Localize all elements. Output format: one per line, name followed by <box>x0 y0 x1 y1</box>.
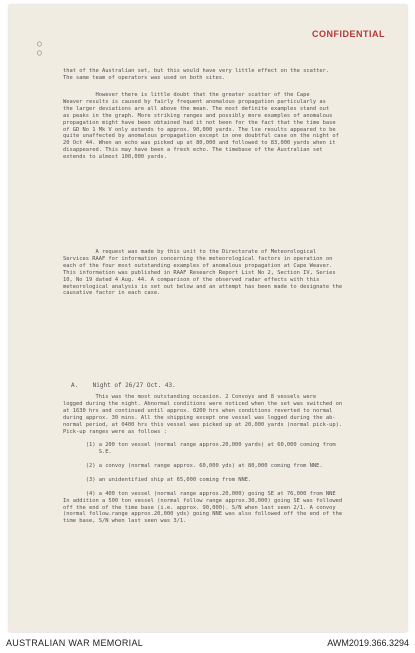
footer-accession-number: AWM2019.366.3294 <box>327 638 409 648</box>
confidential-stamp: CONFIDENTIAL <box>312 29 385 39</box>
footer-institution: AUSTRALIAN WAR MEMORIAL <box>6 638 144 648</box>
paragraph-3: A request was made by this unit to the Directorate of Meteorological Services RAAF for information concerning the meteorological factors in operation on each of the four most outstanding examples of anomalous propagation at Cape Weaver. This information was published in RAAF Research Report List No 2, Section IV, Series 10, No 19 dated 4 Aug. 44. A comparison of the observed radar effects with this meteorological analysis is set out below and an attempt has been made to designate the causative factor in each case. <box>63 249 343 297</box>
archive-footer <box>0 633 415 653</box>
paragraph-1: that of the Australian set, but this would have very little effect on the scatter. The same team of operators was used on both sites. <box>63 68 330 81</box>
punch-holes: ○ ○ <box>37 39 42 57</box>
document-page <box>9 5 407 632</box>
section-heading: A. Night of 26/27 Oct. 43. <box>71 382 176 389</box>
paragraph-2: However there is little doubt that the greater scatter of the Cape Weaver results is caused by fairly frequent anomalous propagation particularly as the larger deviations are all above the mean. The most definite examples stand out as peaks in the graph. More striking ranges and possibly more examples of anomalous propagation might have been obtained had it not been for the fact that the time base of GD No 1 Mk V only extends to approx. 90,000 yards. The lxe results appeared to be quite unaffected by anomalous propagation except in one doubtful case on the night of 20 Oct 44. When an echo was picked up at 80,000 and followed to 83,000 yards when it disappeared. This may have been a fresh echo. The timebase of the Australian set extends to almost 100,000 yards. <box>63 92 339 161</box>
paragraph-4: This was the most outstanding occasion. 2 Convoys and 8 vessels were logged during the night. Abnormal conditions were noticed when the set was switched on at 1630 hrs and continued until approx. 0200 hrs when conditions reverted to normal during approx. 30 mins. All the shipping except one vessel was logged during the ab- normal period, at 0400 hrs this vessel was picked up at 20,000 yards (normal pick-up). Pick-up ranges were as follows : (1) a 200 ton vessel (normal range approx.20,000 yards) at 60,000 coming from S.E. (2) a convoy (normal range approx. 60,000 yds) at 80,000 coming from NNE. (3) an unidentified ship at 65,000 coming from NNE. (4) a 400 ton vessel (normal range approx.20,000) going SE at 76,000 from NNE In addition a 500 ton vessel (normal follow range approx.30,000) going SE was followed off the end of the time base (i.e. approx. 90,000). S/N when last seen 2/1. A convoy (normal follow.range approx.20,000 yds) going NNE was also followed off the end of the time base, S/N when last seen was 3/1. <box>63 394 343 525</box>
